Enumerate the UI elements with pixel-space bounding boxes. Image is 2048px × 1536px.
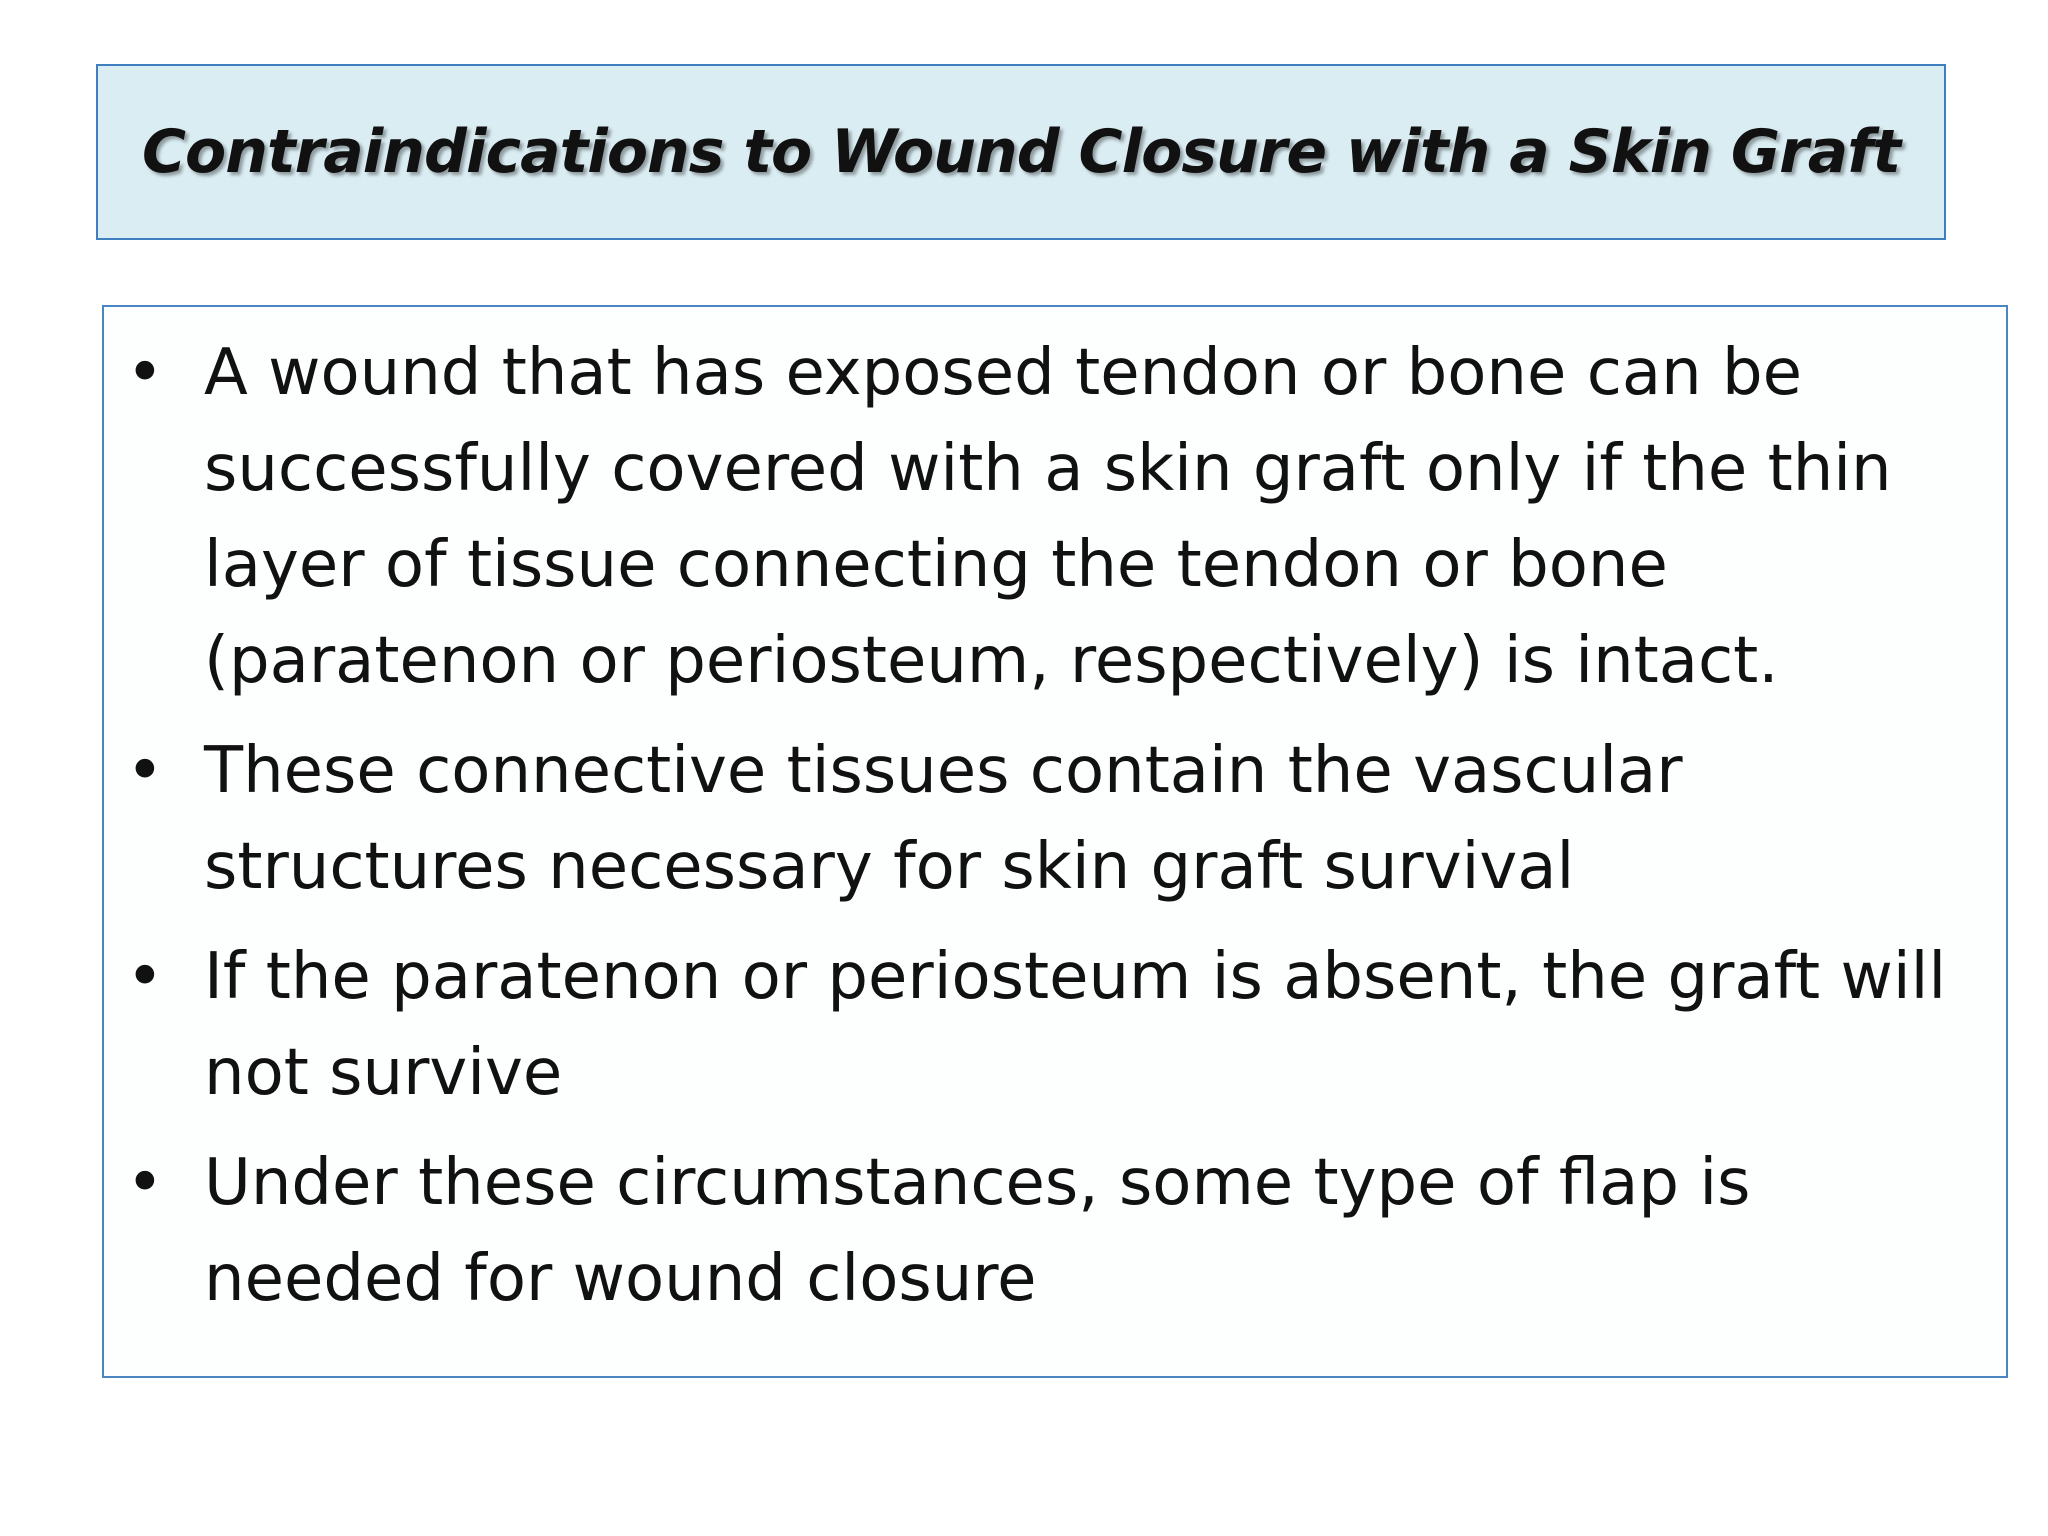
bullet-text-4: Under these circumstances, some type of flap is needed for wound closure (204, 1146, 1751, 1316)
bullet-text-2: These connective tissues contain the vascular structures necessary for skin graft survival (204, 734, 1683, 904)
bullet-icon: • (126, 336, 164, 410)
bullet-item (126, 1135, 1966, 1327)
bullet-icon: • (126, 1146, 164, 1220)
bullet-icon: • (126, 940, 164, 1014)
bullet-list (126, 325, 1966, 1327)
bullet-text-1: A wound that has exposed tendon or bone can be successfully covered with a skin graft only if the thin layer of tissue connecting the tendon or bone (paratenon or periosteum, respectively) is intact. (204, 336, 1892, 698)
bullet-item (126, 929, 1966, 1121)
slide-title: Contraindications to Wound Closure with a Skin Graft (141, 117, 1901, 187)
bullet-icon: • (126, 734, 164, 808)
bullet-item (126, 723, 1966, 915)
bullet-text-3: If the paratenon or periosteum is absent, the graft will not survive (204, 940, 1947, 1110)
slide-title-box (96, 64, 1946, 240)
bullet-item (126, 325, 1966, 709)
slide-content-box (102, 305, 2008, 1378)
